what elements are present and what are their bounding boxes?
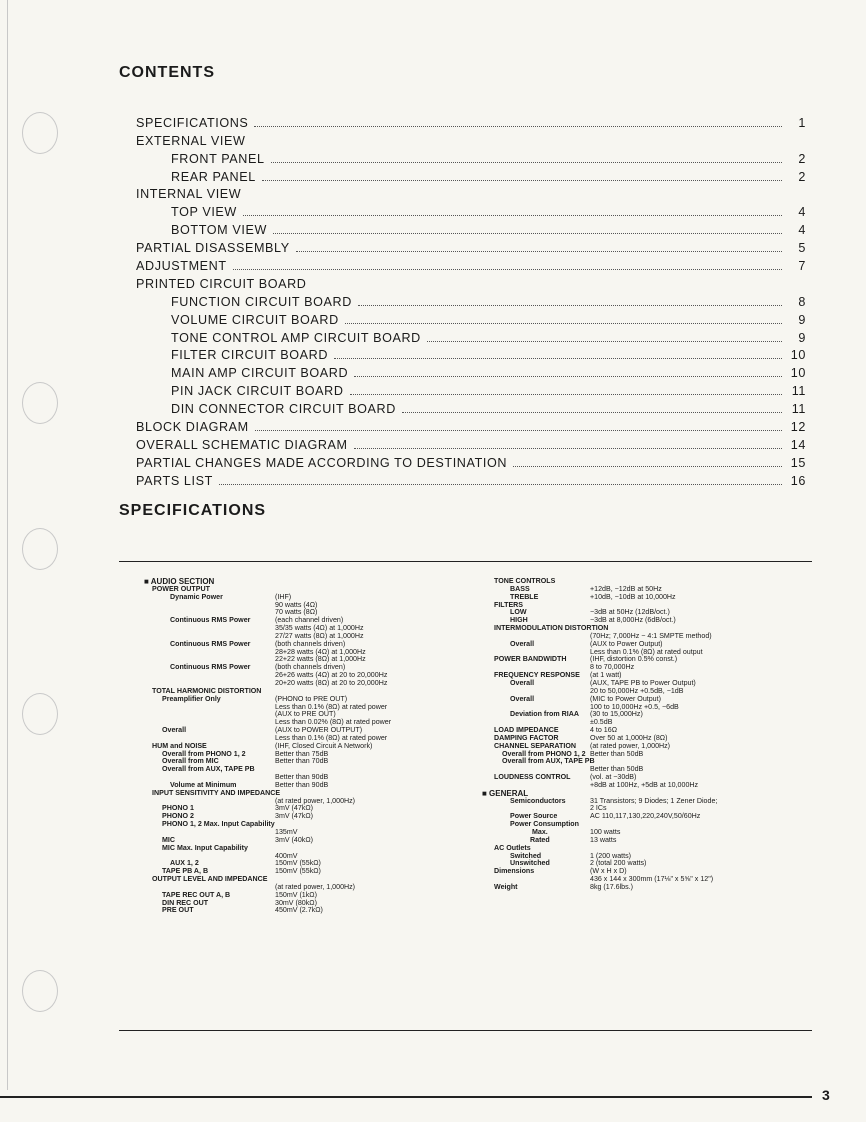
- toc-entry: [136, 166, 806, 184]
- toc-entry: [136, 255, 806, 273]
- spec-value: +8dB at 100Hz, +5dB at 10,000Hz: [590, 780, 699, 789]
- spec-value: (at rated power, 1,000Hz): [590, 741, 671, 750]
- spec-value: Better than 90dB: [275, 773, 329, 782]
- spec-label: MIC: [162, 835, 176, 844]
- spec-label: TAPE PB A, B: [162, 867, 209, 876]
- divider: [119, 1030, 812, 1031]
- toc-dot-leader: [296, 251, 782, 252]
- spec-value: 135mV: [275, 828, 298, 836]
- spec-label: Continuous RMS Power: [170, 663, 251, 672]
- spec-value: (IHF): [275, 592, 292, 601]
- contents-heading: CONTENTS: [119, 64, 215, 81]
- toc-entry: [136, 237, 806, 255]
- spec-label: ■ AUDIO SECTION: [144, 577, 215, 586]
- spec-value: 26+26 watts (4Ω) at 20 to 20,000Hz: [275, 671, 388, 680]
- spec-value: (30 to 15,000Hz): [590, 710, 643, 719]
- spec-value: 90 watts (4Ω): [275, 600, 318, 609]
- spec-value: (W x H x D): [590, 867, 627, 876]
- toc-entry-title: OVERALL SCHEMATIC DIAGRAM: [136, 437, 348, 452]
- spec-column-left: [144, 578, 474, 915]
- toc-entry-page: 16: [790, 473, 806, 488]
- spec-value: 3mV (47kΩ): [275, 812, 314, 821]
- spec-value: (at rated power, 1,000Hz): [275, 796, 356, 805]
- spec-label: DIN REC OUT: [162, 898, 209, 907]
- spec-label: Overall from PHONO 1, 2: [502, 749, 586, 758]
- spec-value: Less than 0.1% (8Ω) at rated power: [275, 733, 388, 742]
- toc-dot-leader: [345, 323, 782, 324]
- spec-label: PHONO 2: [162, 812, 194, 821]
- toc-entry-title: FILTER CIRCUIT BOARD: [171, 348, 329, 363]
- spec-row: [482, 656, 802, 664]
- toc-entry-page: 7: [798, 259, 806, 274]
- spec-label: Unswitched: [510, 859, 550, 868]
- toc-entry: [136, 184, 806, 202]
- spec-value: (MIC to Power Output): [590, 694, 661, 703]
- spec-label: BASS: [510, 584, 530, 593]
- spec-value: 2 ICs: [590, 804, 607, 813]
- toc-entry: [136, 380, 806, 398]
- toc-entry-page: 5: [798, 241, 806, 256]
- spec-label: Switched: [510, 851, 542, 860]
- spec-value: 150mV (55kΩ): [275, 867, 321, 876]
- toc-entry-title: VOLUME CIRCUIT BOARD: [171, 312, 339, 327]
- spec-value: 8 to 70,000Hz: [590, 663, 635, 672]
- toc-dot-leader: [427, 341, 782, 342]
- toc-entry-page: 4: [798, 205, 806, 220]
- toc-entry-title: PARTS LIST: [136, 473, 213, 488]
- spec-label: PHONO 1, 2 Max. Input Capability: [162, 820, 275, 829]
- toc-entry: [136, 112, 806, 130]
- toc-entry-page: 15: [790, 455, 806, 470]
- toc-entry: [136, 470, 806, 488]
- spec-label: OUTPUT LEVEL AND IMPEDANCE: [152, 875, 268, 884]
- toc-dot-leader: [233, 269, 782, 270]
- spec-value: (IHF, distortion 0.5% const.): [590, 655, 678, 664]
- toc-dot-leader: [243, 215, 782, 216]
- spec-label: Continuous RMS Power: [170, 639, 251, 648]
- spec-value: 4 to 16Ω: [590, 726, 617, 735]
- spec-label: Overall: [510, 694, 535, 703]
- spec-value: 2 (total 200 watts): [590, 859, 647, 868]
- spec-value: (each channel driven): [275, 616, 344, 625]
- spec-label: AUX 1, 2: [170, 859, 199, 868]
- spec-value: Better than 70dB: [275, 757, 329, 766]
- toc-entry-page: 9: [798, 312, 806, 327]
- toc-entry: [136, 398, 806, 416]
- spec-value: 436 x 144 x 300mm (17⅛" x 5⅝" x 12"): [590, 875, 714, 884]
- toc-dot-leader: [350, 394, 782, 395]
- spec-label: DAMPING FACTOR: [494, 733, 559, 742]
- divider: [119, 561, 812, 562]
- toc-entry-title: PRINTED CIRCUIT BOARD: [136, 276, 307, 291]
- spec-value: 1 (200 watts): [590, 851, 632, 860]
- spec-label: AC Outlets: [494, 843, 531, 852]
- spec-label: Overall: [510, 639, 535, 648]
- toc-entry: [136, 345, 806, 363]
- spec-label: Overall from AUX, TAPE PB: [502, 757, 595, 766]
- spec-label: TREBLE: [510, 592, 539, 601]
- spec-row: [482, 884, 802, 892]
- footer-rule: [0, 1096, 812, 1098]
- toc-entry: [136, 362, 806, 380]
- spec-value: 20 to 50,000Hz +0.5dB, −1dB: [590, 686, 684, 695]
- spec-value: Better than 50dB: [590, 765, 644, 774]
- toc-entry-title: DIN CONNECTOR CIRCUIT BOARD: [171, 402, 396, 417]
- toc-entry-title: TONE CONTROL AMP CIRCUIT BOARD: [171, 330, 421, 345]
- toc-entry-page: 1: [798, 115, 806, 130]
- spec-row: [144, 845, 474, 853]
- spec-label: Power Consumption: [510, 820, 579, 829]
- toc-dot-leader: [354, 376, 782, 377]
- punch-hole: [22, 693, 58, 735]
- spec-value: AC 110,117,130,220,240V,50/60Hz: [590, 812, 701, 821]
- spec-value: 100 watts: [590, 828, 621, 836]
- toc-entry: [136, 452, 806, 470]
- toc-entry-page: 12: [790, 420, 806, 435]
- toc-entry-title: BOTTOM VIEW: [171, 223, 267, 238]
- toc-entry: [136, 291, 806, 309]
- spec-label: TOTAL HARMONIC DISTORTION: [152, 686, 262, 695]
- spec-value: 30mV (80kΩ): [275, 898, 317, 907]
- spec-label: LOW: [510, 608, 527, 617]
- spec-row: [482, 876, 802, 884]
- toc-dot-leader: [358, 305, 782, 306]
- toc-entry-page: 9: [798, 330, 806, 345]
- toc-entry: [136, 309, 806, 327]
- spec-value: (at rated power, 1,000Hz): [275, 882, 356, 891]
- spec-value: Less than 0.1% (8Ω) at rated power: [275, 702, 388, 711]
- spec-value: (both channels driven): [275, 663, 346, 672]
- spec-value: 13 watts: [590, 835, 617, 844]
- spec-label: Overall: [162, 726, 187, 735]
- spec-label: POWER BANDWIDTH: [494, 655, 567, 664]
- table-of-contents: [136, 112, 806, 488]
- spec-label: PHONO 1: [162, 804, 194, 813]
- spec-row: [482, 782, 802, 790]
- spec-label: Overall from MIC: [162, 757, 219, 766]
- spec-value: Less than 0.1% (8Ω) at rated output: [590, 647, 703, 656]
- punch-hole: [22, 528, 58, 570]
- toc-entry-title: EXTERNAL VIEW: [136, 133, 246, 148]
- toc-entry: [136, 219, 806, 237]
- spec-value: 400mV: [275, 851, 298, 860]
- toc-entry: [136, 130, 806, 148]
- toc-dot-leader: [254, 126, 782, 127]
- toc-entry-page: 4: [798, 223, 806, 238]
- spec-value: (IHF, Closed Circuit A Network): [275, 741, 373, 750]
- toc-entry: [136, 148, 806, 166]
- spec-value: (vol. at −30dB): [590, 773, 637, 782]
- spec-value: ±0.5dB: [590, 718, 613, 727]
- spec-label: INPUT SENSITIVITY AND IMPEDANCE: [152, 788, 281, 797]
- toc-entry: [136, 416, 806, 434]
- spec-value: −3dB at 8,000Hz (6dB/oct.): [590, 616, 676, 625]
- punch-hole: [22, 970, 58, 1012]
- spec-value: (both channels driven): [275, 639, 346, 648]
- spec-value: Over 50 at 1,000Hz (8Ω): [590, 733, 668, 742]
- spec-label: PRE OUT: [162, 906, 194, 915]
- spec-label: CHANNEL SEPARATION: [494, 741, 576, 750]
- spec-label: Rated: [530, 835, 550, 844]
- spec-label: TAPE REC OUT A, B: [162, 890, 231, 899]
- spec-value: 70 watts (8Ω): [275, 608, 318, 617]
- toc-entry-title: PARTIAL CHANGES MADE ACCORDING TO DESTINATION: [136, 455, 508, 470]
- spec-value: 28+28 watts (4Ω) at 1,000Hz: [275, 647, 366, 656]
- spec-row: [482, 594, 802, 602]
- toc-entry: [136, 273, 806, 291]
- toc-entry-title: PIN JACK CIRCUIT BOARD: [171, 384, 344, 399]
- toc-dot-leader: [513, 466, 782, 467]
- spec-label: Deviation from RIAA: [510, 710, 579, 719]
- spec-value: 22+22 watts (8Ω) at 1,000Hz: [275, 655, 366, 664]
- spec-label: Overall: [510, 678, 535, 687]
- toc-entry-page: 8: [798, 294, 806, 309]
- toc-entry-title: REAR PANEL: [171, 169, 256, 184]
- spec-value: (AUX to Power Output): [590, 639, 663, 648]
- page-number: 3: [822, 1087, 830, 1103]
- toc-dot-leader: [334, 358, 782, 359]
- spec-label: Volume at Minimum: [170, 780, 237, 789]
- spec-value: 8kg (17.6lbs.): [590, 882, 633, 891]
- spec-label: Preamplifier Only: [162, 694, 221, 703]
- toc-dot-leader: [354, 448, 782, 449]
- spec-value: 150mV (55kΩ): [275, 859, 321, 868]
- toc-dot-leader: [219, 484, 782, 485]
- spec-value: 450mV (2.7kΩ): [275, 906, 323, 915]
- toc-dot-leader: [255, 430, 782, 431]
- spec-label: Dynamic Power: [170, 592, 223, 601]
- spec-value: +12dB, −12dB at 50Hz: [590, 584, 662, 593]
- spec-value: (AUX to PRE OUT): [275, 710, 336, 719]
- spec-value: Better than 75dB: [275, 749, 329, 758]
- toc-entry-title: TOP VIEW: [171, 205, 237, 220]
- toc-entry-page: 11: [791, 384, 806, 399]
- spec-column-right: [482, 578, 802, 892]
- spec-value: Less than 0.02% (8Ω) at rated power: [275, 718, 392, 727]
- spec-label: HIGH: [510, 616, 528, 625]
- spec-label: Power Source: [510, 812, 558, 821]
- punch-hole: [22, 112, 58, 154]
- toc-entry-page: 10: [790, 348, 806, 363]
- specifications-heading: SPECIFICATIONS: [119, 502, 267, 519]
- toc-entry: [136, 434, 806, 452]
- spec-row: [482, 821, 802, 829]
- toc-entry-title: INTERNAL VIEW: [136, 187, 242, 202]
- spec-label: FREQUENCY RESPONSE: [494, 671, 580, 680]
- spec-value: +10dB, −10dB at 10,000Hz: [590, 592, 676, 601]
- toc-entry: [136, 327, 806, 345]
- toc-dot-leader: [262, 180, 782, 181]
- spec-label: POWER OUTPUT: [152, 584, 210, 593]
- punch-hole: [22, 382, 58, 424]
- spec-row: [144, 907, 474, 915]
- toc-entry-page: 11: [791, 402, 806, 417]
- spec-value: (AUX, TAPE PB to Power Output): [590, 678, 696, 687]
- toc-entry-page: 2: [798, 151, 806, 166]
- toc-entry-title: MAIN AMP CIRCUIT BOARD: [171, 366, 349, 381]
- spec-label: MIC Max. Input Capability: [162, 843, 248, 852]
- toc-dot-leader: [273, 233, 782, 234]
- spec-row: [144, 821, 474, 829]
- toc-entry-title: FRONT PANEL: [171, 151, 265, 166]
- spec-value: 31 Transistors; 9 Diodes; 1 Zener Diode;: [590, 796, 718, 805]
- toc-entry-page: 10: [790, 366, 806, 381]
- spec-label: LOAD IMPEDANCE: [494, 726, 559, 735]
- spec-value: 27/27 watts (8Ω) at 1,000Hz: [275, 631, 364, 640]
- spec-label: INTERMODULATION DISTORTION: [494, 624, 609, 633]
- spec-value: (at 1 watt): [590, 671, 622, 680]
- binder-margin-line: [7, 0, 8, 1090]
- spec-value: (70Hz; 7,000Hz − 4:1 SMPTE method): [590, 631, 712, 640]
- toc-entry-title: ADJUSTMENT: [136, 259, 227, 274]
- toc-dot-leader: [271, 162, 782, 163]
- toc-entry-page: 14: [790, 437, 806, 452]
- spec-value: Better than 50dB: [590, 749, 644, 758]
- spec-value: Better than 90dB: [275, 780, 329, 789]
- spec-label: Dimensions: [494, 867, 535, 876]
- spec-value: 20+20 watts (8Ω) at 20 to 20,000Hz: [275, 678, 388, 687]
- spec-label: FILTERS: [494, 600, 524, 609]
- spec-value: 3mV (47kΩ): [275, 804, 314, 813]
- spec-value: −3dB at 50Hz (12dB/oct.): [590, 608, 670, 617]
- spec-value: 100 to 10,000Hz +0.5, −6dB: [590, 702, 679, 711]
- toc-entry-title: PARTIAL DISASSEMBLY: [136, 241, 290, 256]
- toc-entry-page: 2: [798, 169, 806, 184]
- toc-entry-title: SPECIFICATIONS: [136, 115, 249, 130]
- toc-entry: [136, 201, 806, 219]
- spec-label: TONE CONTROLS: [494, 577, 556, 585]
- toc-dot-leader: [402, 412, 782, 413]
- spec-value: 35/35 watts (4Ω) at 1,000Hz: [275, 624, 364, 633]
- spec-value: (PHONO to PRE OUT): [275, 694, 348, 703]
- spec-label: Overall from PHONO 1, 2: [162, 749, 246, 758]
- spec-value: 3mV (40kΩ): [275, 835, 314, 844]
- spec-row: [482, 798, 802, 806]
- spec-label: Max.: [532, 828, 548, 836]
- spec-label: Semiconductors: [510, 796, 566, 805]
- spec-label: HUM and NOISE: [152, 741, 207, 750]
- spec-label: Continuous RMS Power: [170, 616, 251, 625]
- toc-entry-title: BLOCK DIAGRAM: [136, 420, 249, 435]
- spec-value: (AUX to POWER OUTPUT): [275, 726, 363, 735]
- spec-label: ■ GENERAL: [482, 788, 529, 798]
- spec-value: 150mV (1kΩ): [275, 890, 317, 899]
- toc-entry-title: FUNCTION CIRCUIT BOARD: [171, 294, 352, 309]
- spec-label: Weight: [494, 882, 518, 891]
- spec-label: LOUDNESS CONTROL: [494, 773, 571, 782]
- spec-label: Overall from AUX, TAPE PB: [162, 765, 255, 774]
- spec-row: [482, 711, 802, 719]
